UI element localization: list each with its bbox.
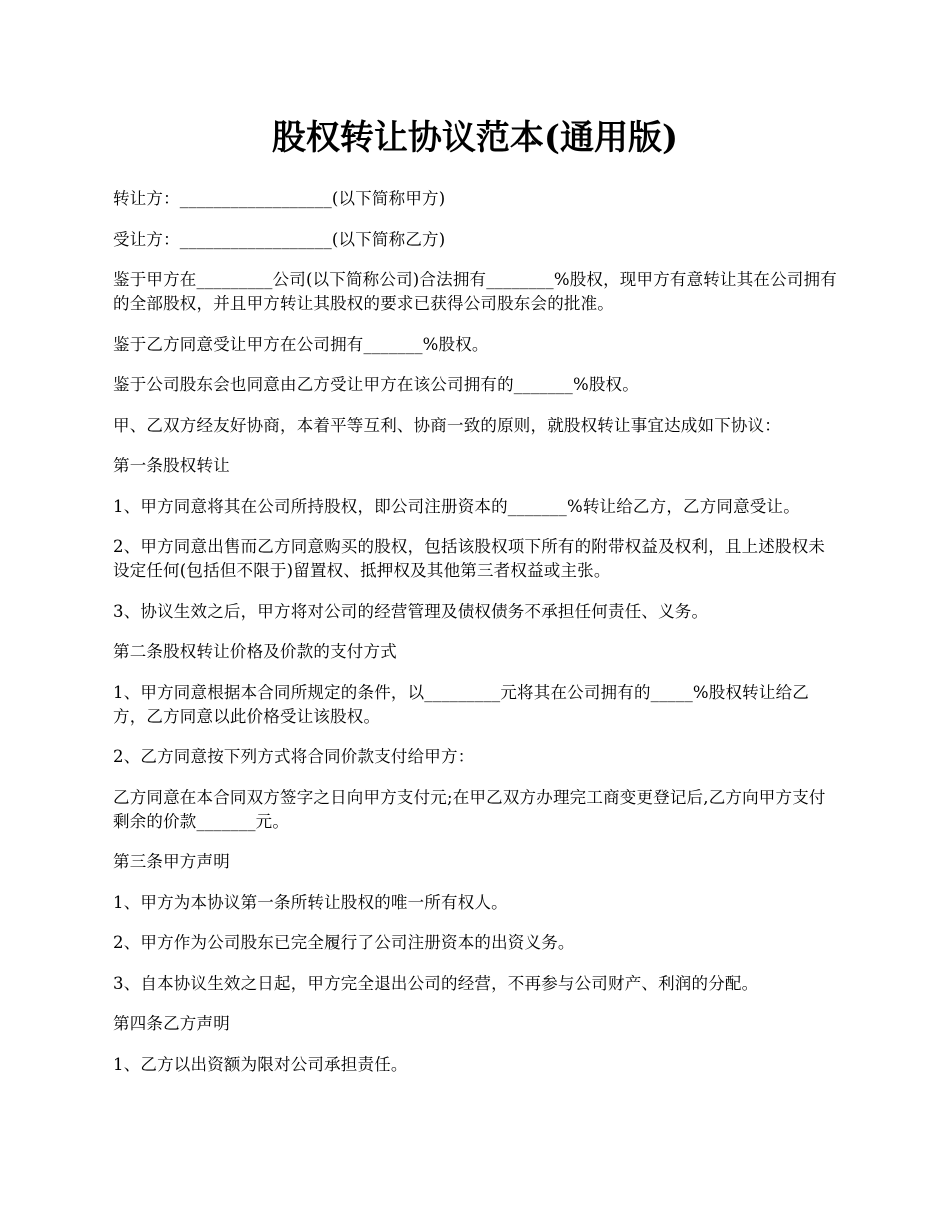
document-title: 股权转让协议范本(通用版) [271, 118, 679, 158]
clause-paragraph: 1、甲方同意将其在公司所持股权，即公司注册资本的_______%转让给乙方，乙方同意受让。 [113, 496, 800, 516]
transferee-line: 受让方：__________________(以下简称乙方) [113, 229, 446, 249]
article-heading: 第四条乙方声明 [113, 1014, 230, 1033]
clause-paragraph: 1、甲方为本协议第一条所转让股权的唯一所有权人。 [113, 892, 508, 912]
clause-paragraph: 3、自本协议生效之日起，甲方完全退出公司的经营，不再参与公司财产、利润的分配。 [113, 973, 759, 993]
article-heading: 第三条甲方声明 [113, 852, 230, 871]
clause-paragraph: 2、乙方同意按下列方式将合同价款支付给甲方： [113, 747, 475, 766]
clause-paragraph: 2、甲方同意出售而乙方同意购买的股权，包括该股权项下所有的附带权益及权利，且上述股权未设定任何(包括但不限于)留置权、抵押权及其他第三者权益或主张。 [113, 537, 826, 580]
article-heading: 第二条股权转让价格及价款的支付方式 [113, 642, 397, 661]
recital-paragraph: 鉴于公司股东会也同意由乙方受让甲方在该公司拥有的_______%股权。 [113, 375, 639, 394]
clause-paragraph: 2、甲方作为公司股东已完全履行了公司注册资本的出资义务。 [113, 933, 575, 952]
recital-paragraph: 鉴于乙方同意受让甲方在公司拥有_______%股权。 [113, 334, 489, 354]
clause-paragraph: 3、协议生效之后，甲方将对公司的经营管理及债权债务不承担任何责任、义务。 [113, 601, 709, 621]
recital-paragraph: 鉴于甲方在_________公司(以下简称公司)合法拥有________%股权，现甲方有意转让其在公司拥有的全部股权，并且甲方转让其股权的要求已获得公司股东会的批准。 [113, 270, 837, 313]
clause-paragraph: 1、乙方以出资额为限对公司承担责任。 [113, 1054, 408, 1074]
clause-paragraph: 乙方同意在本合同双方签字之日向甲方支付元;在甲乙双方办理完工商变更登记后,乙方向甲方支付剩余的价款_______元。 [113, 787, 826, 831]
clause-paragraph: 1、甲方同意根据本合同所规定的条件，以_________元将其在公司拥有的_____%股权转让给乙方，乙方同意以此价格受让该股权。 [113, 682, 809, 726]
article-heading: 第一条股权转让 [113, 456, 230, 475]
preamble-paragraph: 甲、乙双方经友好协商，本着平等互利、协商一致的原则，就股权转让事宜达成如下协议： [113, 415, 781, 435]
transferor-line: 转让方：__________________(以下简称甲方) [113, 189, 446, 208]
